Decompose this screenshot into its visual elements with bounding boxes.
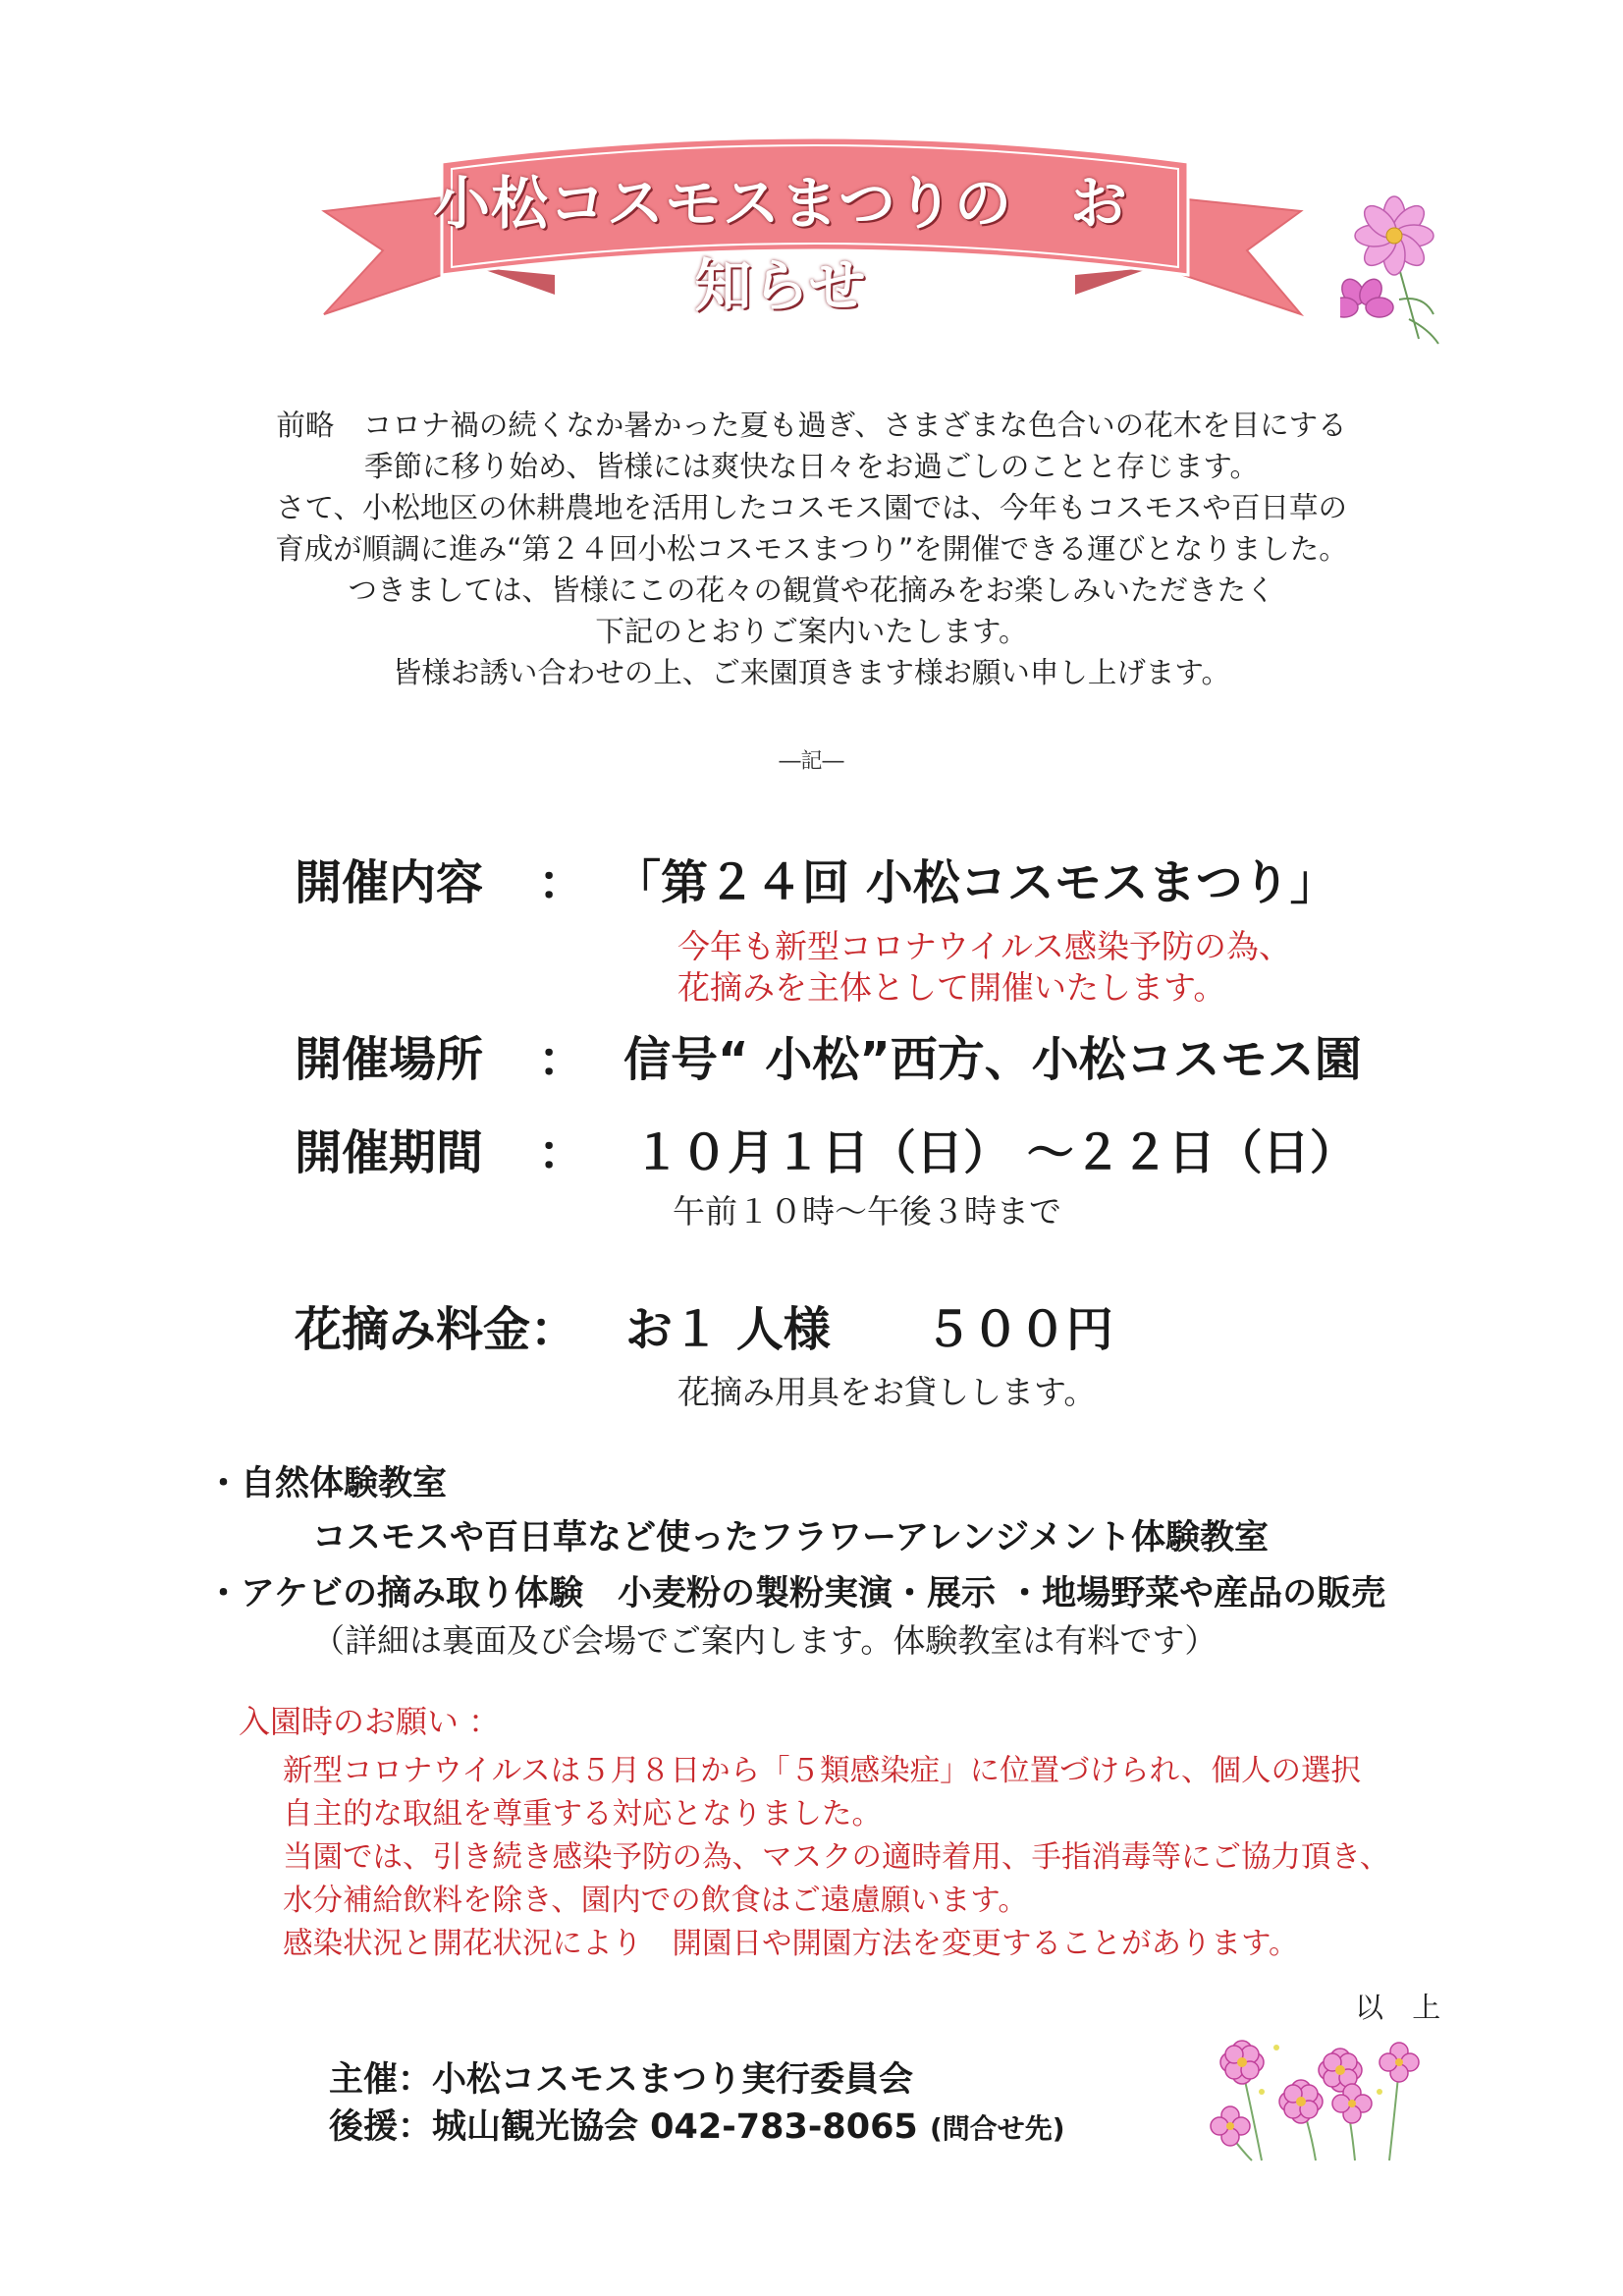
intro-line: 下記のとおりご案内いたします。 <box>595 615 1028 648</box>
supporter <box>329 2100 1065 2149</box>
fee-label: 花摘み料金： <box>295 1302 578 1357</box>
fee-note: 花摘み用具をお貸しします。 <box>677 1373 1097 1411</box>
ki-marker: ―記― <box>779 749 844 774</box>
period-label: 開催期間 <box>295 1125 484 1180</box>
period-hours: 午前１０時～午後３時まで <box>673 1192 1061 1230</box>
intro-line: さて、小松地区の休耕農地を活用したコスモス園では、今年もコスモスや百日草の <box>276 491 1347 524</box>
content-label: 開催内容 <box>295 855 484 910</box>
intro-line: 皆様お誘い合わせの上、ご来園頂きます様お願い申し上げます。 <box>392 656 1231 689</box>
notice-line: 自主的な取組を尊重する対応となりました。 <box>283 1797 882 1831</box>
intro-line: 季節に移り始め、皆様には爽快な日々をお過ごしのことと存じます。 <box>364 450 1259 483</box>
notice-line: 新型コロナウイルスは５月８日から「５類感染症」に位置づけられ、個人の選択 <box>283 1754 1361 1788</box>
cosmos-flower-icon <box>1340 191 1448 349</box>
activity-detail: コスモスや百日草など使ったフラワーアレンジメント体験教室 <box>312 1518 1270 1558</box>
place-label: 開催場所 <box>295 1032 484 1087</box>
closing-text: 以 上 <box>1355 1991 1451 2024</box>
activity-item: ・アケビの摘み取り体験 小麦粉の製粉実演・展示 ・地場野菜や産品の販売 <box>206 1574 1386 1613</box>
supporter-note: (問合せ先) <box>929 2112 1065 2145</box>
period-colon: ： <box>538 1125 586 1180</box>
banner-title: 小松コスモスまつりの お知らせ <box>432 170 1128 319</box>
place-colon: ： <box>538 1032 586 1087</box>
notice-line: 水分補給飲料を除き、園内での飲食はご遠慮願います。 <box>283 1884 1028 1918</box>
notice-line: 感染状況と開花状況により 開園日や開園方法を変更することがあります。 <box>283 1927 1299 1961</box>
notice-line: 当園では、引き続き感染予防の為、マスクの適時着用、手指消毒等にご協力頂き、 <box>283 1840 1390 1875</box>
intro-line: 育成が順調に進み“第２４回小松コスモスまつり”を開催できる運びとなりました。 <box>275 532 1348 566</box>
period-value: １０月１日（日） ～２２日（日） <box>633 1125 1357 1180</box>
fee-value: お１ 人様 ５００円 <box>625 1302 1113 1357</box>
activity-item: ・自然体験教室 <box>206 1464 448 1503</box>
intro-paragraph <box>147 405 1476 693</box>
activity-note: （詳細は裏面及び会場でご案内します。体験教室は有料です） <box>312 1621 1217 1660</box>
content-value: 「第２４回 小松コスモスまつり」 <box>614 855 1337 910</box>
supporter-text: 後援：城山観光協会 042-783-8065 <box>329 2107 918 2147</box>
cosmos-bouquet-icon <box>1203 2033 1429 2165</box>
content-note: 花摘みを主体として開催いたします。 <box>677 968 1226 1007</box>
organizer: 主催：小松コスモスまつり実行委員会 <box>329 2060 914 2100</box>
intro-line: 前略 コロナ禍の続くなか暑かった夏も過ぎ、さまざまな色合いの花木を目にする <box>276 409 1347 442</box>
intro-line: つきましては、皆様にこの花々の観賞や花摘みをお楽しみいただきたく <box>348 574 1275 607</box>
content-colon: ： <box>538 855 586 910</box>
place-value: 信号“ 小松”西方、小松コスモス園 <box>623 1032 1362 1087</box>
content-note: 今年も新型コロナウイルス感染予防の為、 <box>677 927 1292 965</box>
notice-heading: 入園時のお願い ： <box>239 1703 501 1740</box>
